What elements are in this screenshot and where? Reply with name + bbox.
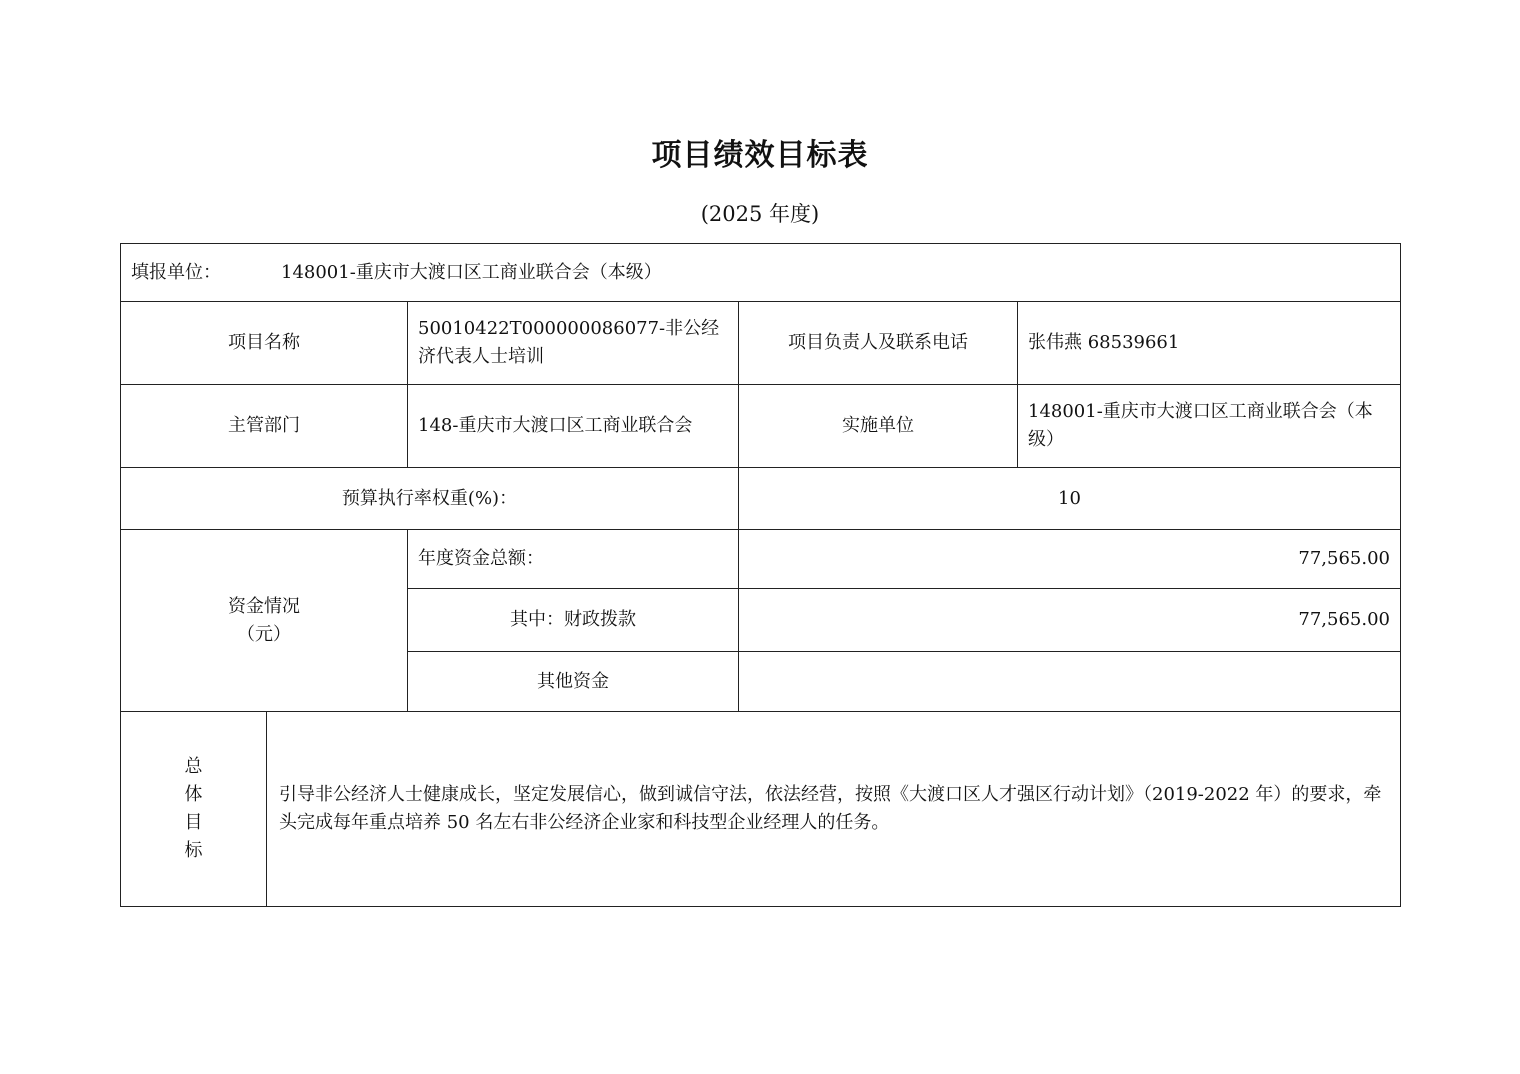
dept-label: 主管部门 bbox=[121, 385, 408, 468]
page-subtitle: (2025 年度) bbox=[700, 202, 820, 226]
goal-label-char: 总 bbox=[184, 756, 203, 777]
weight-label: 预算执行率权重(%)： bbox=[121, 468, 739, 530]
funds-label-line1: 资金情况 bbox=[228, 595, 300, 617]
performance-target-table bbox=[120, 243, 1401, 907]
dept-value: 148-重庆市大渡口区工商业联合会 bbox=[408, 385, 739, 468]
goal-label bbox=[121, 712, 267, 907]
weight-row bbox=[121, 468, 1401, 530]
goal-label-char: 标 bbox=[184, 840, 203, 861]
impl-value: 148001-重庆市大渡口区工商业联合会（本级） bbox=[1018, 385, 1401, 468]
unit-row bbox=[121, 244, 1401, 302]
goal-text: 引导非公经济人士健康成长，坚定发展信心，做到诚信守法，依法经营，按照《大渡口区人才强区行动计划》（2019-2022 年）的要求，牵头完成每年重点培养 50 名左右非公经济企业家和科技型企业经理人的任务。 bbox=[267, 712, 1401, 907]
fiscal-value: 77,565.00 bbox=[739, 589, 1401, 652]
other-value bbox=[739, 652, 1401, 712]
total-label: 年度资金总额： bbox=[408, 530, 739, 589]
manager-value: 张伟燕 68539661 bbox=[1018, 302, 1401, 385]
project-row bbox=[121, 302, 1401, 385]
unit-label: 填报单位： bbox=[131, 261, 221, 283]
project-name-value: 50010422T000000086077-非公经济代表人士培训 bbox=[408, 302, 739, 385]
total-funds-row bbox=[121, 530, 1401, 589]
manager-label: 项目负责人及联系电话 bbox=[739, 302, 1018, 385]
other-label: 其他资金 bbox=[408, 652, 739, 712]
weight-value: 10 bbox=[739, 468, 1401, 530]
goal-label-char: 体 bbox=[184, 784, 203, 805]
impl-label: 实施单位 bbox=[739, 385, 1018, 468]
dept-row bbox=[121, 385, 1401, 468]
goal-row bbox=[121, 712, 1401, 907]
project-name-label: 项目名称 bbox=[121, 302, 408, 385]
funds-label-line2: （元） bbox=[237, 623, 291, 645]
goal-label-char: 目 bbox=[184, 812, 203, 833]
total-value: 77,565.00 bbox=[739, 530, 1401, 589]
unit-value: 148001-重庆市大渡口区工商业联合会（本级） bbox=[281, 261, 662, 283]
fiscal-label: 其中：财政拨款 bbox=[408, 589, 739, 652]
page-title: 项目绩效目标表 bbox=[651, 138, 869, 173]
unit-cell bbox=[121, 244, 1401, 302]
funds-label bbox=[121, 530, 408, 712]
